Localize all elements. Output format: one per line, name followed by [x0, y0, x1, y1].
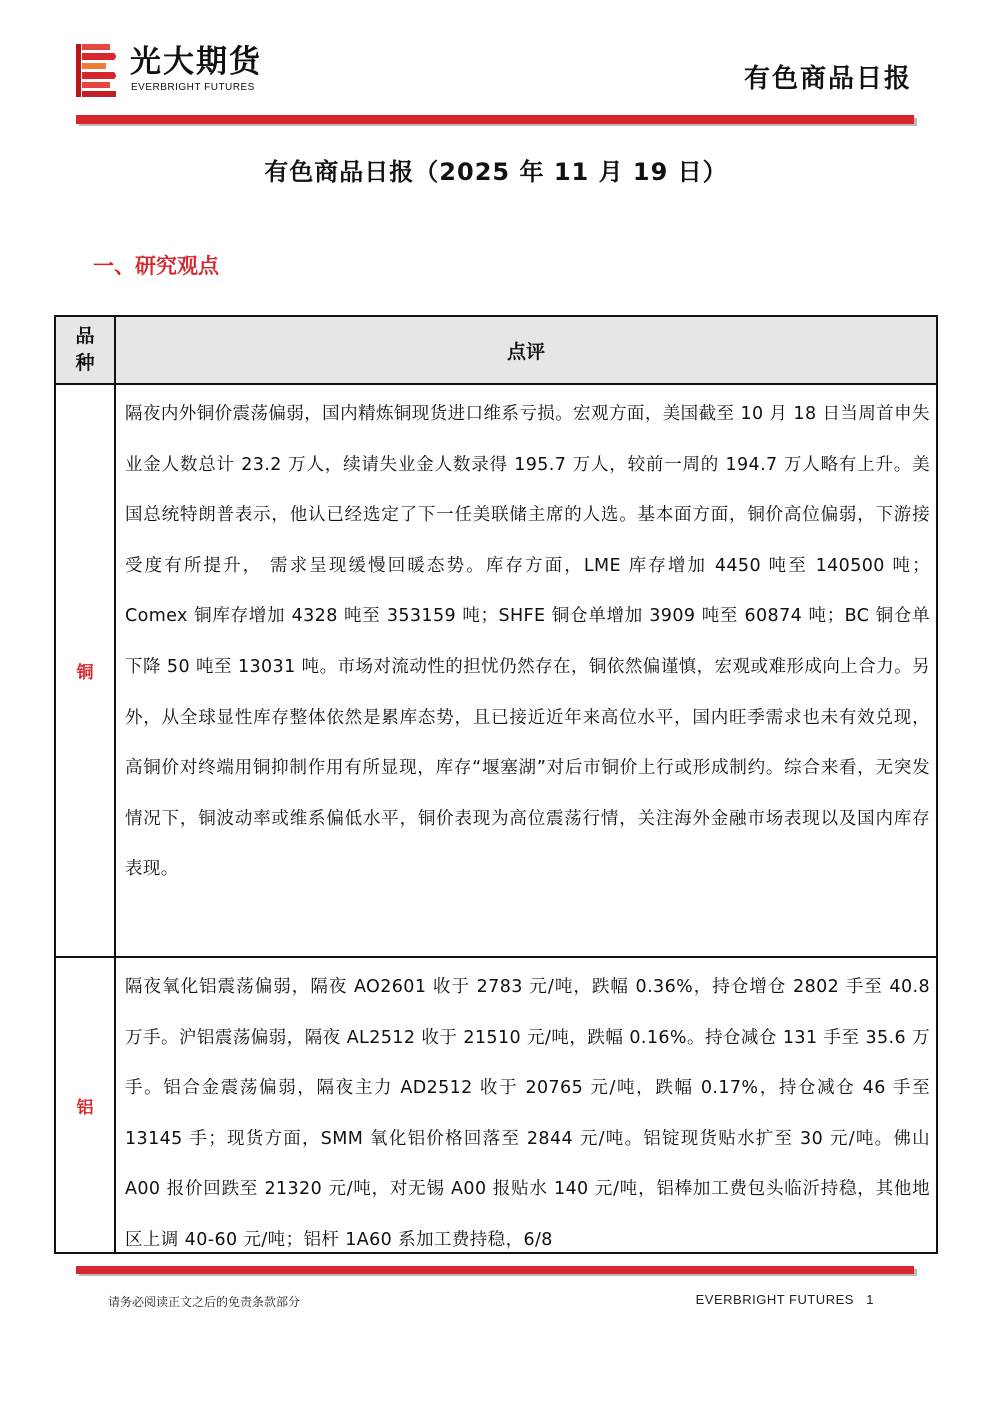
header-rule — [76, 115, 916, 127]
column-header-comment: 点评 — [506, 340, 545, 363]
row-category-aluminum: 铝 — [56, 958, 116, 1252]
page-number: 1 — [866, 1292, 874, 1307]
section-heading: 一、研究观点 — [93, 254, 219, 278]
footer-disclaimer: 请务必阅读正文之后的免责条款部分 — [108, 1295, 301, 1309]
document-title: 有色商品日报（2025 年 11 月 19 日） — [264, 158, 728, 186]
footer-rule — [76, 1266, 916, 1278]
commentary-table — [54, 315, 938, 1254]
column-header-category: 品种 — [56, 317, 116, 383]
logo-text-cn: 光大期货 — [130, 44, 262, 80]
row-comment-copper: 隔夜内外铜价震荡偏弱，国内精炼铜现货进口维系亏损。宏观方面，美国截至 10 月 18 日当周首申失业金人数总计 23.2 万人，续请失业金人数录得 195.7 万人，较前一周的 194.7 万人略有上升。美国总统特朗普表示，他认已经选定了下一任美联储主席的人选。基本面方面，铜价高位偏弱，下游接受度有所提升， 需求呈现缓慢回暖态势。库存方面，LME 库存增加 4450 吨至 140500 吨；Comex 铜库存增加 4328 吨至 353159 吨；SHFE 铜仓单增加 3909 吨至 60874 吨；BC 铜仓单下降 50 吨至 13031 吨。市场对流动性的担忧仍然存在，铜依然偏谨慎，宏观或难形成向上合力。另外，从全球显性库存整体依然是累库态势，且已接近近年来高位水平，国内旺季需求也未有效兑现，高铜价对终端用铜抑制作用有所显现，库存“堰塞湖”对后市铜价上行或形成制约。综合来看，无突发情况下，铜波动率或维系偏低水平，铜价表现为高位震荡行情，关注海外金融市场表现以及国内库存表现。 — [125, 404, 930, 880]
row-category-copper: 铜 — [56, 385, 116, 956]
table-header — [56, 317, 936, 385]
footer-brand-page — [696, 1292, 874, 1307]
table-row — [56, 958, 936, 1252]
everbright-logo-icon — [76, 42, 118, 98]
logo-text-en: EVERBRIGHT FUTURES — [131, 82, 255, 93]
report-name: 有色商品日报 — [743, 64, 912, 94]
page-header — [0, 0, 992, 135]
row-comment-aluminum: 隔夜氧化铝震荡偏弱，隔夜 AO2601 收于 2783 元/吨，跌幅 0.36%，持仓增仓 2802 手至 40.8 万手。沪铝震荡偏弱，隔夜 AL2512 收于 21510 元/吨，跌幅 0.16%。持仓减仓 131 手至 35.6 万手。铝合金震荡偏弱，隔夜主力 AD2512 收于 20765 元/吨，跌幅 0.17%，持仓减仓 46 手至 13145 手；现货方面，SMM 氧化铝价格回落至 2844 元/吨。铝锭现货贴水扩至 30 元/吨。佛山 A00 报价回跌至 21320 元/吨，对无锡 A00 报贴水 140 元/吨，铝棒加工费包头临沂持稳，其他地区上调 40-60 元/吨；铝杆 1A60 系加工费持稳，6/8 — [125, 977, 930, 1250]
table-row — [56, 385, 936, 958]
footer-brand: EVERBRIGHT FUTURES — [695, 1292, 854, 1307]
